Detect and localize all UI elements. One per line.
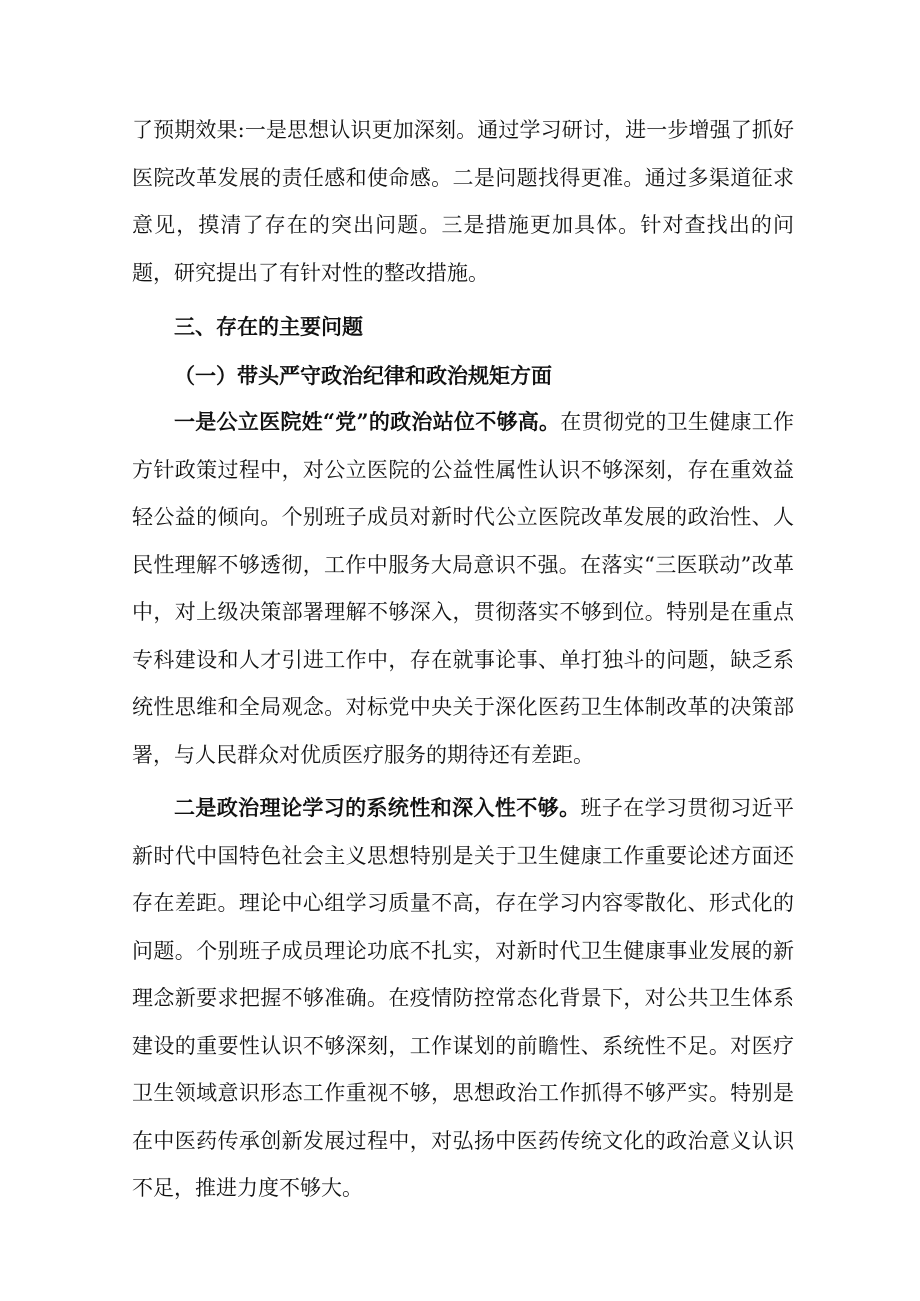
paragraph-lead-political-stance: 一是公立医院姓“党”的政治站位不够高。 <box>174 409 561 434</box>
paragraph-lead-theory-study: 二是政治理论学习的系统性和深入性不够。 <box>174 795 581 820</box>
paragraph-intro-results: 了预期效果:一是思想认识更加深刻。通过学习研讨，进一步增强了抓好医院改革发展的责任感和使命感。二是问题找得更准。通过多渠道征求意见，摸清了存在的突出问题。三是措施更加具体。针对查找出的问题，研究提出了有针对性的整改措施。 <box>132 118 794 285</box>
paragraph-body-theory-study: 班子在学习贯彻习近平新时代中国特色社会主义思想特别是关于卫生健康工作重要论述方面还存在差距。理论中心组学习质量不高，存在学习内容零散化、形式化的问题。个别班子成员理论功底不扎实，对新时代卫生健康事业发展的新理念新要求把握不够准确。在疫情防控常态化背景下，对公共卫生体系建设的重要性认识不够深刻，工作谋划的前瞻性、系统性不足。对医疗卫生领域意识形态工作重视不够，思想政治工作抓得不够严实。特别是在中医药传承创新发展过程中，对弘扬中医药传统文化的政治意义认识不足，推进力度不够大。 <box>132 796 795 1200</box>
paragraph-theory-study <box>132 784 794 1213</box>
paragraph-political-stance <box>132 398 794 779</box>
subsection-heading: （一）带头严守政治纪律和政治规矩方面 <box>174 363 552 388</box>
section-heading: 三、存在的主要问题 <box>174 314 363 339</box>
paragraph-body-political-stance: 在贯彻党的卫生健康工作方针政策过程中，对公立医院的公益性属性认识不够深刻，存在重效益轻公益的倾向。个别班子成员对新时代公立医院改革发展的政治性、人民性理解不够透彻，工作中服务大局意识不强。在落实“三医联动”改革中，对上级决策部署理解不够深入，贯彻落实不够到位。特别是在重点专科建设和人才引进工作中，存在就事论事、单打独斗的问题，缺乏系统性思维和全局观念。对标党中央关于深化医药卫生体制改革的决策部署，与人民群众对优质医疗服务的期待还有差距。 <box>132 410 794 767</box>
